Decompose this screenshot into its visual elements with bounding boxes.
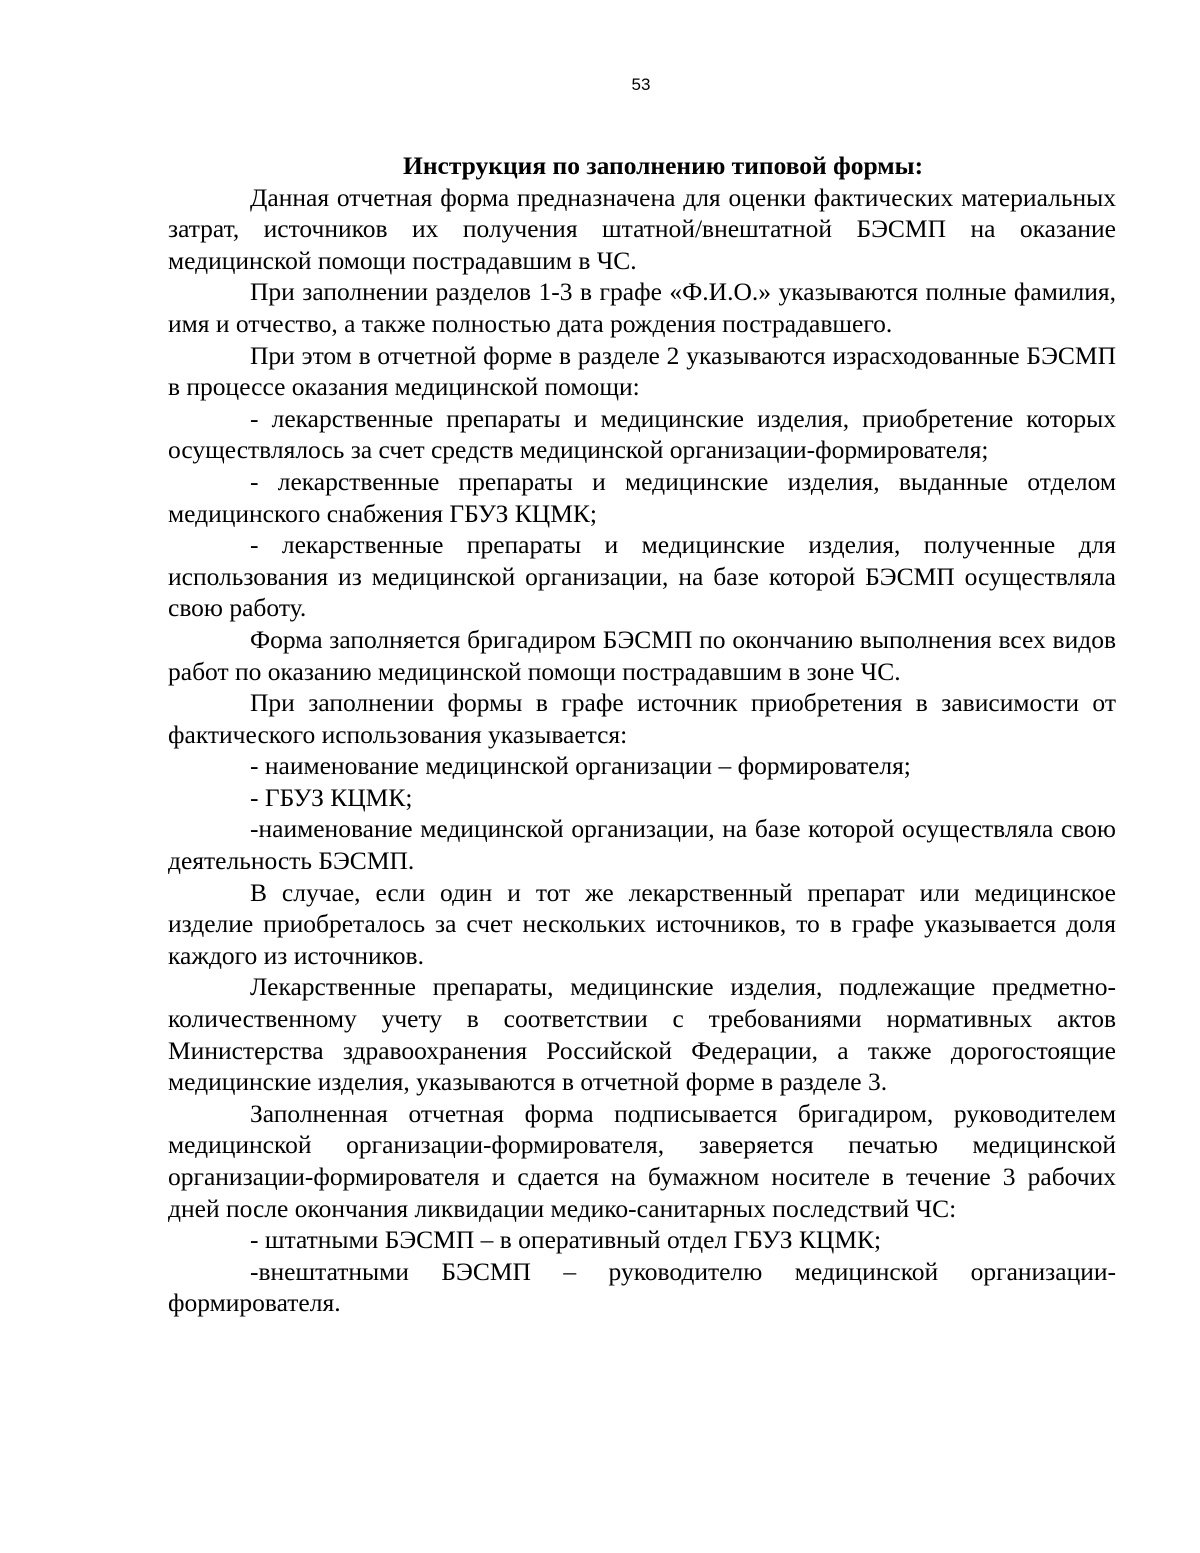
list-item-source-kcmk: - ГБУЗ КЦМК; xyxy=(250,782,413,812)
list-item-base-org: - лекарственные препараты и медицинские изделия, полученные для использования из медицинской организации, на базе которой БЭСМП осуществляла свою работу. xyxy=(168,530,1116,623)
paragraph-section-2: При этом в отчетной форме в разделе 2 указываются израсходованные БЭСМП в процессе оказания медицинской помощи: xyxy=(168,340,1116,402)
list-item-supply-dept: - лекарственные препараты и медицинские изделия, выданные отделом медицинского снабжения ГБУЗ КЦМК; xyxy=(168,466,1116,528)
paragraph-fio: При заполнении разделов 1-3 в графе «Ф.И.О.» указываются полные фамилия, имя и отчество, а также полностью дата рождения пострадавшего. xyxy=(168,277,1116,338)
list-item-staff-teams: - штатными БЭСМП – в оперативный отдел ГБУЗ КЦМК; xyxy=(250,1225,882,1255)
paragraph-purpose: Данная отчетная форма предназначена для оценки фактических материальных затрат, источников их получения штатной/внештатной БЭСМП на оказание медицинской помощи пострадавшим в ЧС. xyxy=(168,182,1116,275)
paragraph-submission: Заполненная отчетная форма подписывается бригадиром, руководителем медицинской организации-формирователя, заверяется печатью медицинской организации-формирователя и сдается на бумажном носителе в течение 3 рабочих дней после окончания ликвидации медико-санитарных последствий ЧС: xyxy=(168,1098,1116,1223)
list-item-source-base: -наименование медицинской организации, на базе которой осуществляла свою деятельность БЭСМП. xyxy=(168,814,1116,876)
paragraph-section-3: Лекарственные препараты, медицинские изделия, подлежащие предметно-количественному учету в соответствии с требованиями нормативных актов Министерства здравоохранения Российской Федерации, а также дорогостоящие медицинские изделия, указываются в отчетной форме в разделе 3. xyxy=(168,972,1116,1097)
list-item-own-funds: - лекарственные препараты и медицинские изделия, приобретение которых осуществлялось за счет средств медицинской организации-формирователя; xyxy=(168,403,1116,465)
document-body xyxy=(168,150,1116,1319)
page-number: 53 xyxy=(631,75,651,94)
list-item-source-org: - наименование медицинской организации – формирователя; xyxy=(250,751,911,781)
list-item-nonstaff-teams: -внештатными БЭСМП – руководителю медицинской организации-формирователя. xyxy=(168,1256,1116,1318)
paragraph-multiple-sources: В случае, если один и тот же лекарственный препарат или медицинское изделие приобреталось за счет нескольких источников, то в графе указывается доля каждого из источников. xyxy=(168,877,1116,970)
paragraph-filled-by: Форма заполняется бригадиром БЭСМП по окончанию выполнения всех видов работ по оказанию медицинской помощи пострадавшим в зоне ЧС. xyxy=(168,624,1116,686)
paragraph-source-column: При заполнении формы в графе источник приобретения в зависимости от фактического использования указывается: xyxy=(168,688,1116,749)
document-title: Инструкция по заполнению типовой формы: xyxy=(403,151,924,180)
